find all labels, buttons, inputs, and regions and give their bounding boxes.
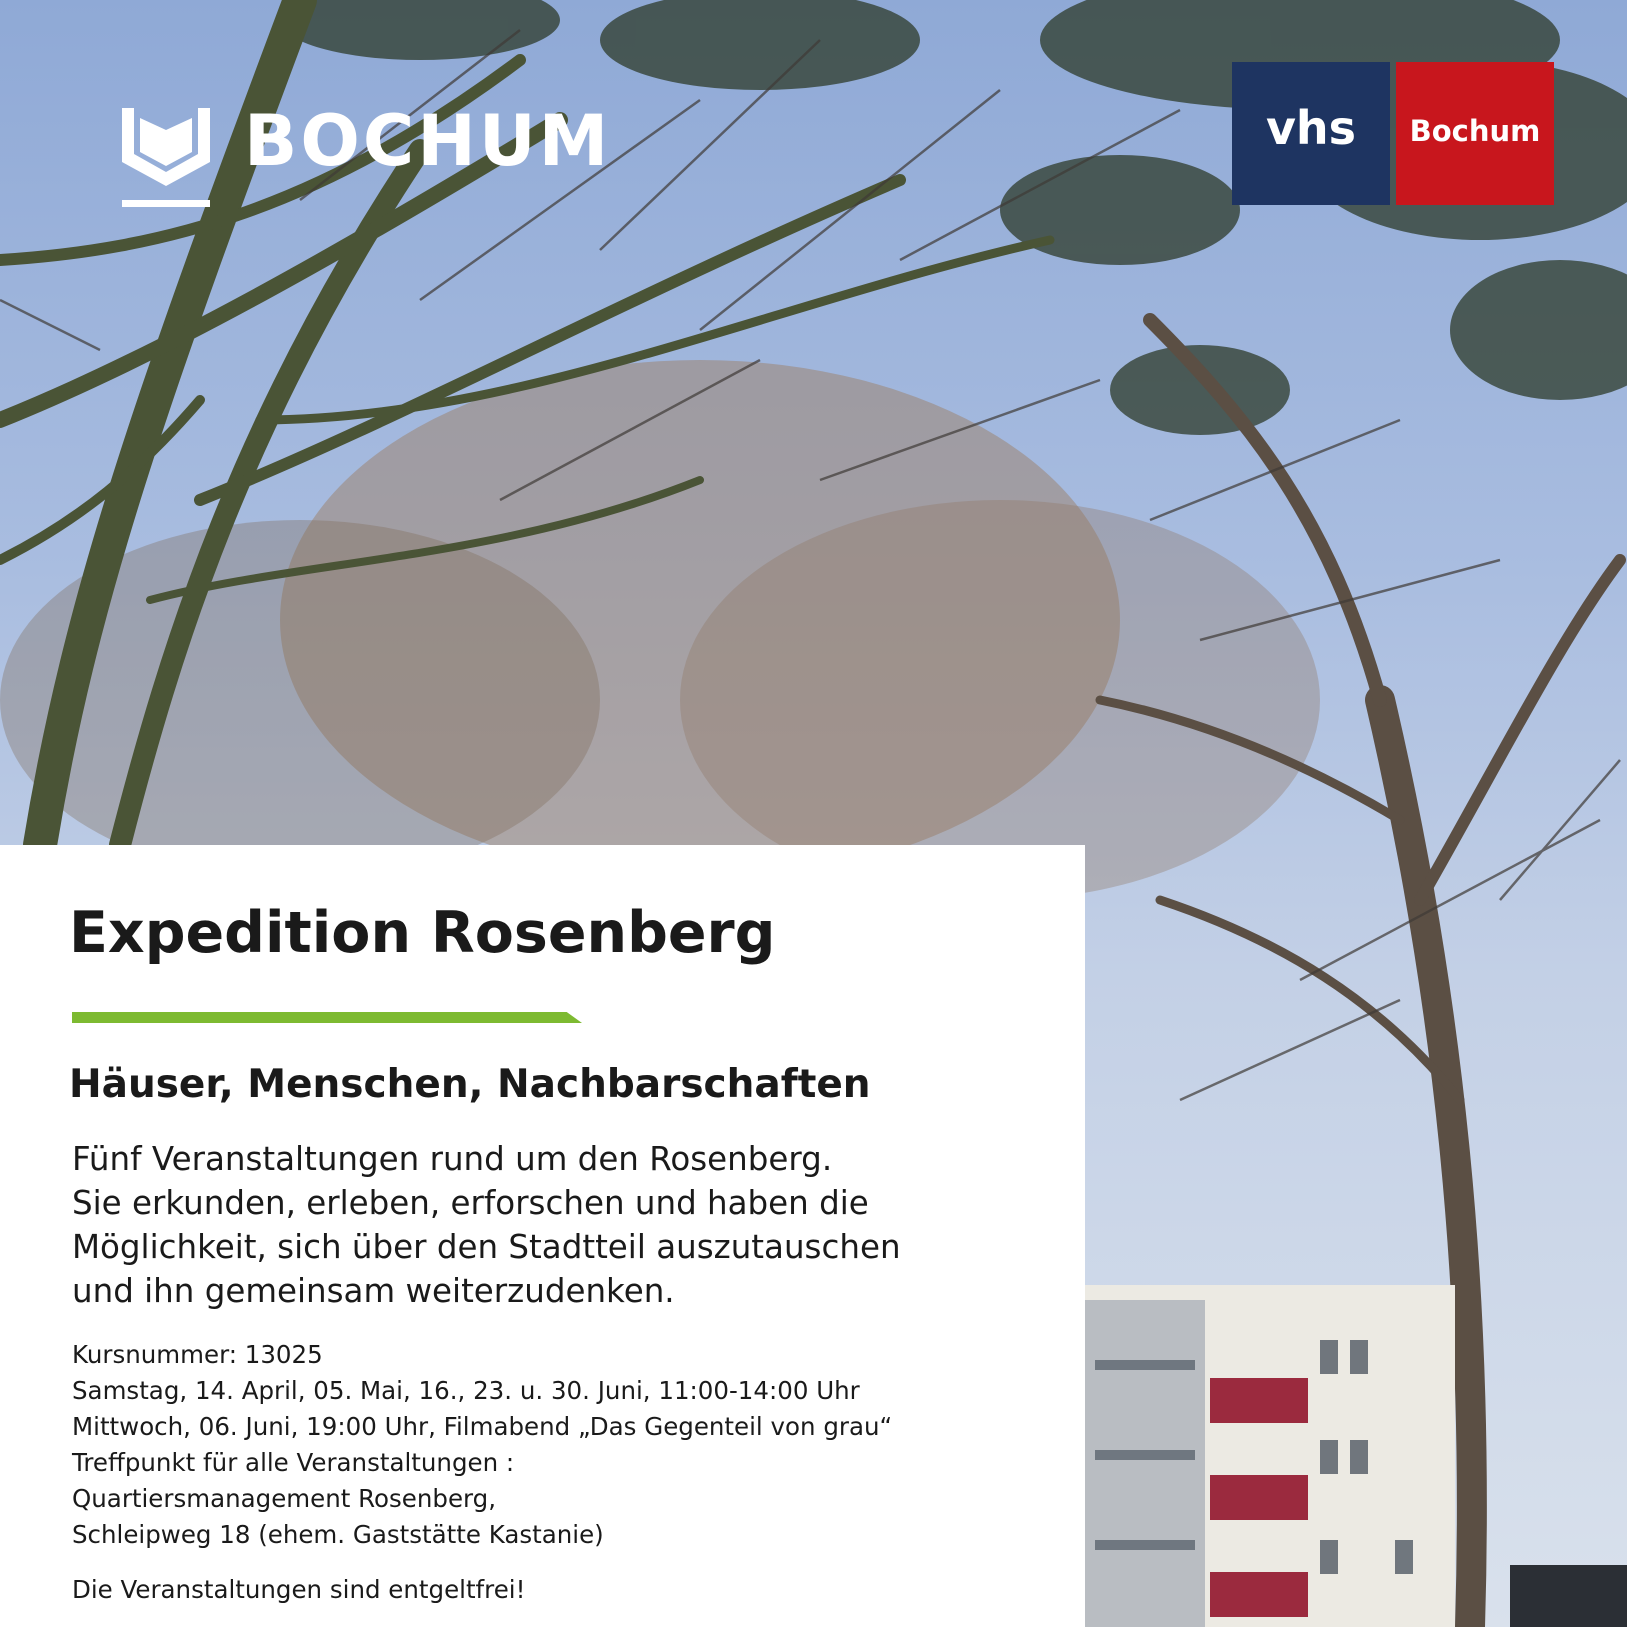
saturday-dates: Samstag, 14. April, 05. Mai, 16., 23. u. 30. Juni, 11:00-14:00 Uhr (72, 1376, 860, 1405)
event-details (72, 1337, 1072, 1553)
intro-line: Sie erkunden, erleben, erforschen und haben die (72, 1184, 869, 1222)
meeting-place: Quartiersmanagement Rosenberg, (72, 1484, 497, 1513)
intro-text (72, 1137, 1072, 1313)
intro-line: Möglichkeit, sich über den Stadtteil auszutauschen (72, 1228, 901, 1266)
city-logo[interactable] (118, 100, 612, 204)
intro-line: Fünf Veranstaltungen rund um den Rosenberg. (72, 1140, 833, 1178)
vhs-logo[interactable] (1232, 62, 1554, 205)
apartment-building (1085, 1285, 1627, 1627)
book-icon (118, 104, 214, 208)
city-name: BOCHUM (244, 100, 612, 182)
course-number: Kursnummer: 13025 (72, 1340, 323, 1369)
vhs-city-label: Bochum (1396, 62, 1554, 205)
vhs-label: vhs (1232, 62, 1390, 205)
accent-divider (72, 1012, 582, 1023)
free-of-charge-note: Die Veranstaltungen sind entgeltfrei! (72, 1575, 526, 1604)
meeting-label: Treffpunkt für alle Veranstaltungen : (72, 1448, 515, 1477)
meeting-address: Schleipweg 18 (ehem. Gaststätte Kastanie) (72, 1520, 604, 1549)
wednesday-date: Mittwoch, 06. Juni, 19:00 Uhr, Filmabend „Das Gegenteil von grau“ (72, 1412, 893, 1441)
page-title: Expedition Rosenberg (69, 900, 776, 966)
intro-line: und ihn gemeinsam weiterzudenken. (72, 1272, 675, 1310)
page-subtitle: Häuser, Menschen, Nachbarschaften (69, 1062, 871, 1107)
